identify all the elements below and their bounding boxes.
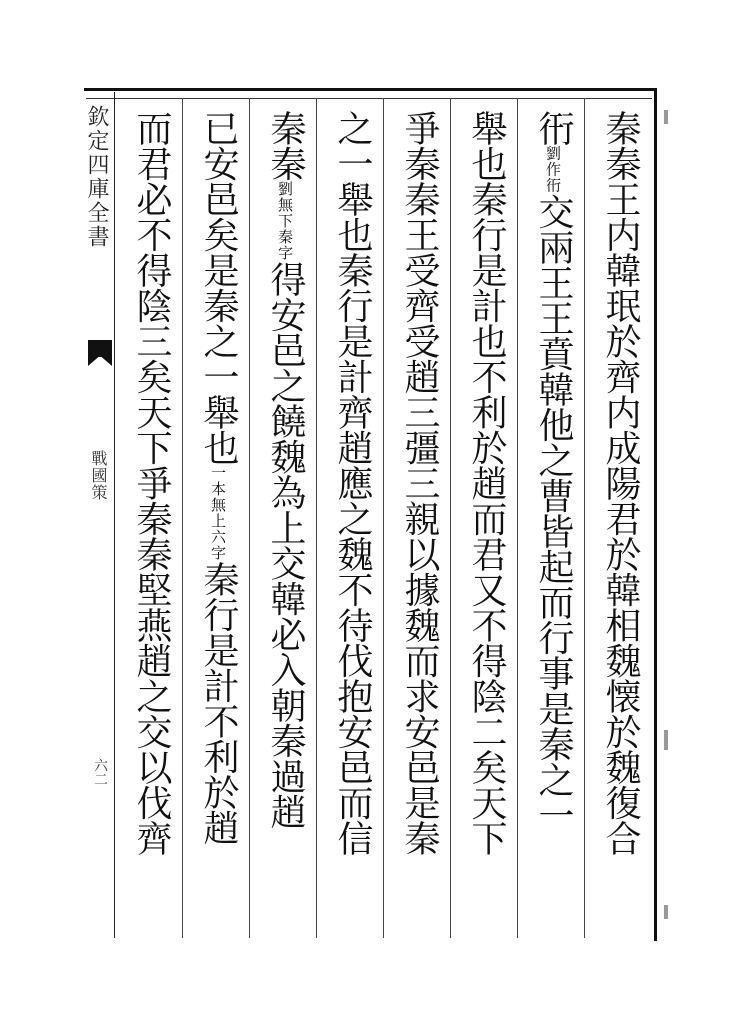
main-text: 交兩王王賁韓他之曹皆起而行事是秦之一: [533, 193, 574, 833]
main-text: 秦行是計不利於趙: [198, 561, 239, 845]
margin-mark: [664, 730, 668, 750]
main-text: 得安邑之饒魏為上交韓必入朝秦過趙: [265, 261, 306, 829]
main-text: 舉也秦行是計也不利於趙而君又不得陰二矣天下: [466, 110, 507, 856]
column-rule: [316, 98, 317, 938]
book-title: 欽定四庫全書: [84, 105, 109, 249]
text-column: [258, 110, 312, 930]
margin-mark: [664, 110, 668, 124]
top-rule: [86, 98, 652, 99]
column-rule: [383, 98, 384, 938]
main-text: 秦秦王内韓珉於齊内成陽君於韓相魏懐於魏復合: [600, 110, 641, 856]
column-rule: [584, 98, 585, 938]
margin-mark: [664, 905, 668, 919]
column-rule: [517, 98, 518, 938]
column-rule: [182, 98, 183, 938]
main-text: 秦秦: [265, 110, 306, 181]
text-column: [325, 110, 379, 930]
main-text: 已安邑矣是秦之一舉也: [198, 110, 239, 465]
text-column: [593, 110, 647, 930]
main-text: 爭秦秦王受齊受趙三彊三親以據魏而求安邑是秦: [399, 110, 440, 856]
text-column: [526, 110, 580, 930]
text-column: [191, 110, 245, 930]
chapter-title: 戰國策: [89, 450, 108, 501]
interlinear-note: 一本無上六字: [209, 465, 227, 561]
main-text: 衎: [533, 110, 574, 146]
text-column: [392, 110, 446, 930]
fishtail-rule: [88, 356, 112, 357]
column-rule: [450, 98, 451, 938]
page-number: 六二: [92, 758, 108, 786]
text-column: [124, 110, 178, 930]
text-column: [459, 110, 513, 930]
main-text: 而君必不得陰三矣天下爭秦秦堅燕趙之交以伐齊: [131, 110, 172, 856]
column-rule: [249, 98, 250, 938]
interlinear-note: 劉無下秦字: [276, 181, 294, 261]
main-text: 之一舉也秦行是計齊趙應之魏不待伐抱安邑而信: [332, 110, 373, 856]
interlinear-note: 劉作衎: [544, 145, 562, 194]
